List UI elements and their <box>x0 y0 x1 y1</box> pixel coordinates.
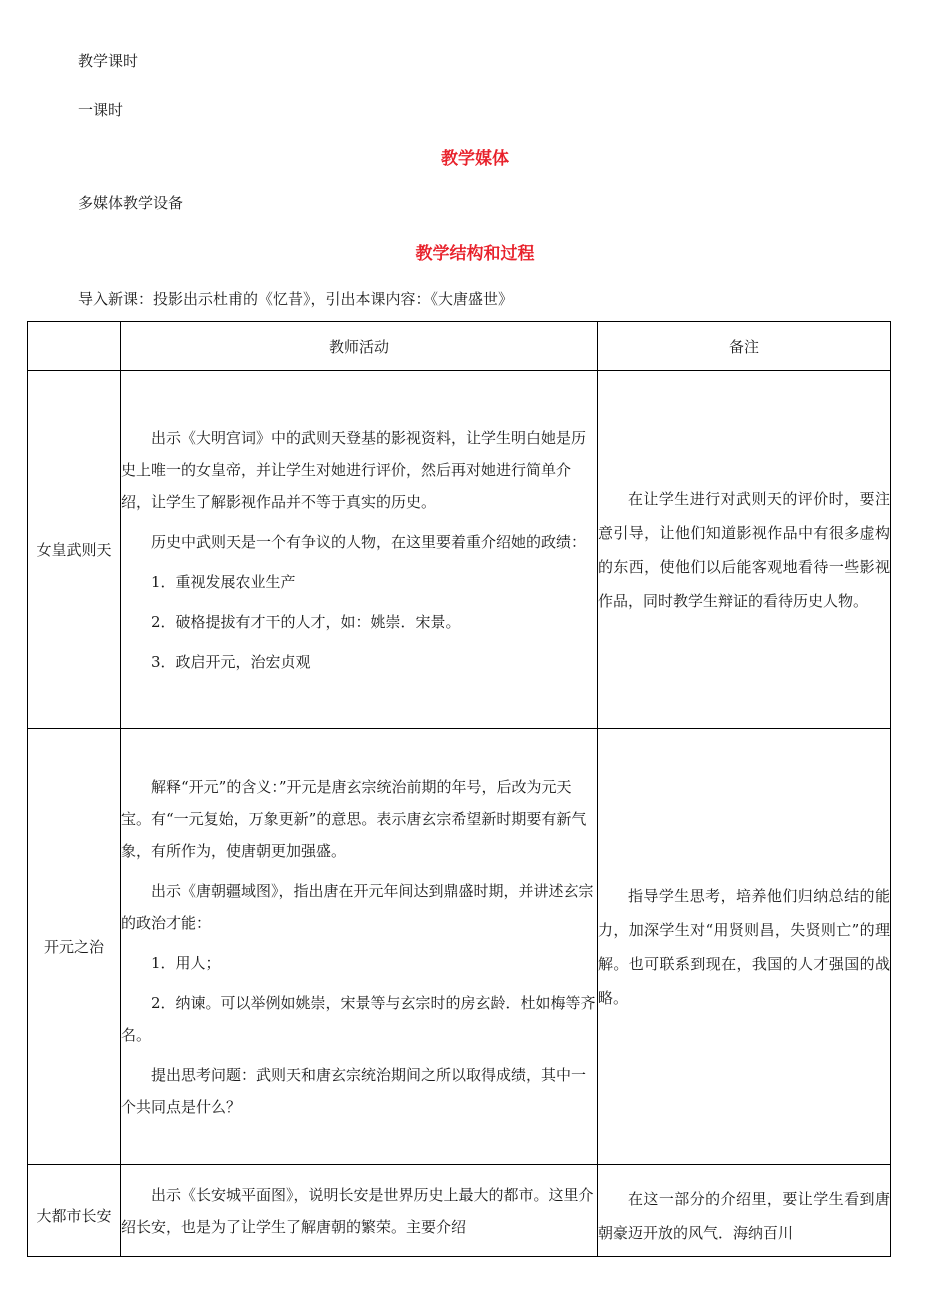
table-header-row <box>28 322 891 371</box>
activity-paragraph: 历史中武则天是一个有争议的人物，在这里要着重介绍她的政绩： <box>151 532 587 551</box>
row-activities <box>121 729 598 1165</box>
activity-paragraph: 3．政启开元，治宏贞观 <box>151 652 311 671</box>
activity-paragraph: 出示《唐朝疆域图》，指出唐在开元年间达到鼎盛时期，并讲述玄宗的政治才能： <box>121 881 594 932</box>
media-heading: 教学媒体 <box>441 149 509 169</box>
note-text: 在让学生进行对武则天的评价时，要注意引导，让他们知道影视作品中有很多虚构的东西，使他们以后能客观地看待一些影视作品，同时教学生辩证的看待历史人物。 <box>598 489 890 610</box>
table-row <box>28 729 891 1165</box>
row-topic: 开元之治 <box>28 729 121 1165</box>
row-topic: 女皇武则天 <box>28 371 121 729</box>
intro-line: 导入新课：投影出示杜甫的《忆昔》，引出本课内容：《大唐盛世》 <box>78 290 514 308</box>
note-text: 指导学生思考，培养他们归纳总结的能力，加深学生对“用贤则昌，失贤则亡”的理解。也可联系到现在，我国的人才强国的战略。 <box>598 886 890 1007</box>
activity-paragraph: 1．重视发展农业生产 <box>151 572 296 591</box>
structure-heading: 教学结构和过程 <box>415 244 535 264</box>
table-row <box>28 1165 891 1257</box>
header-notes: 备注 <box>598 322 891 371</box>
row-topic: 大都市长安 <box>28 1165 121 1257</box>
activity-paragraph: 出示《长安城平面图》，说明长安是世界历史上最大的都市。这里介绍长安，也是为了让学生了解唐朝的繁荣。主要介绍 <box>121 1185 594 1236</box>
activity-paragraph: 解释“开元”的含义：”开元是唐玄宗统治前期的年号，后改为元天宝。有“一元复始，万象更新”的意思。表示唐玄宗希望新时期要有新气象，有所作为，使唐朝更加强盛。 <box>121 777 587 860</box>
header-topic <box>28 322 121 371</box>
row-activities <box>121 371 598 729</box>
row-note <box>598 1165 891 1257</box>
row-note <box>598 371 891 729</box>
period-value: 一课时 <box>78 101 124 119</box>
activity-paragraph: 2．破格提拔有才干的人才，如：姚崇．宋景。 <box>151 612 461 631</box>
activity-paragraph: 出示《大明宫词》中的武则天登基的影视资料，让学生明白她是历史上唯一的女皇帝，并让学生对她进行评价，然后再对她进行简单介绍，让学生了解影视作品并不等于真实的历史。 <box>121 428 587 511</box>
row-note <box>598 729 891 1165</box>
activity-paragraph: 提出思考问题：武则天和唐玄宗统治期间之所以取得成绩，其中一个共同点是什么？ <box>121 1065 587 1116</box>
media-value: 多媒体教学设备 <box>78 194 184 212</box>
lesson-table <box>27 321 891 1257</box>
row-activities <box>121 1165 598 1257</box>
header-teacher-activity: 教师活动 <box>121 322 598 371</box>
activity-paragraph: 2．纳谏。可以举例如姚崇，宋景等与玄宗时的房玄龄．杜如梅等齐名。 <box>121 993 596 1044</box>
period-label: 教学课时 <box>78 52 139 70</box>
table-row <box>28 371 891 729</box>
note-text: 在这一部分的介绍里，要让学生看到唐朝豪迈开放的风气．海纳百川 <box>598 1189 890 1242</box>
activity-paragraph: 1．用人； <box>151 953 221 972</box>
